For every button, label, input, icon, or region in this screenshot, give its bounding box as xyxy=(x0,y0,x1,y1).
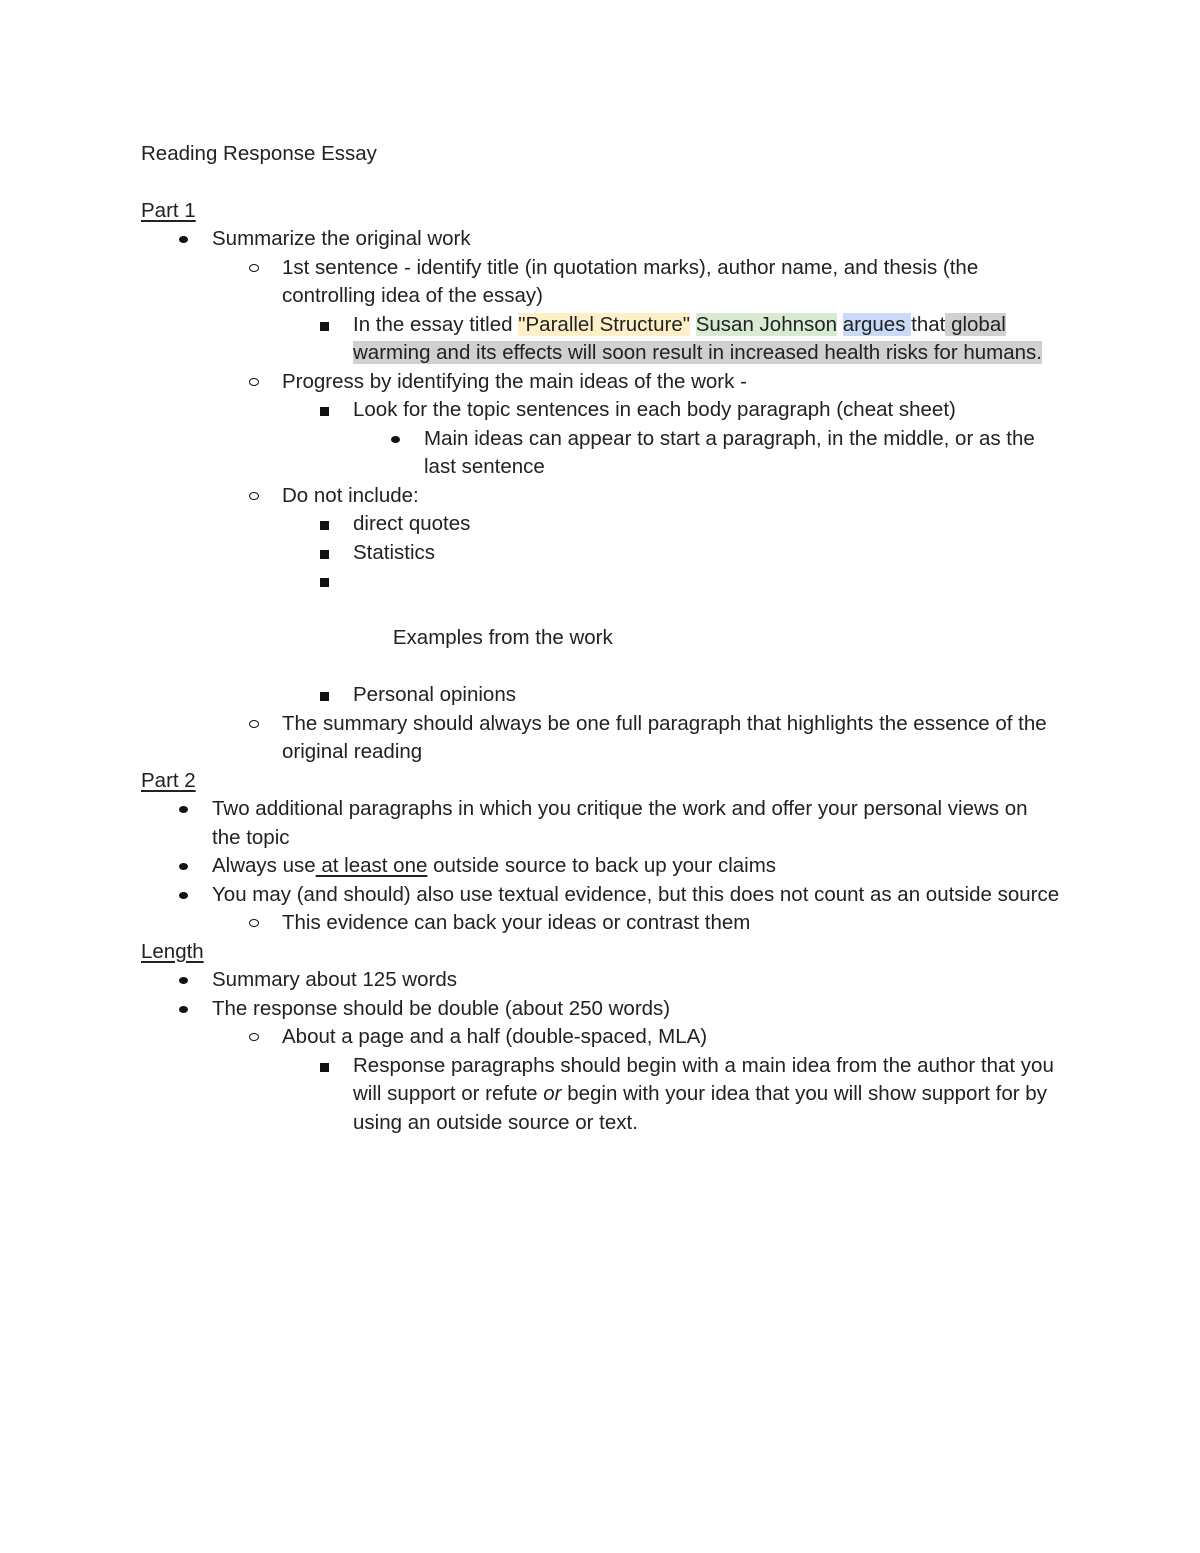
two-paragraphs-text: Two additional paragraphs in which you critique the work and offer your personal views on the topic xyxy=(212,797,1028,849)
always-use-pre: Always use xyxy=(212,854,316,877)
list-item xyxy=(141,710,1061,767)
length-heading: Length xyxy=(141,939,204,963)
list-item xyxy=(141,225,1061,254)
example-space xyxy=(690,313,696,336)
first-sentence-text: 1st sentence - identify title (in quotation marks), author name, and thesis (the controlling idea of the essay) xyxy=(282,255,979,307)
exclusion-text: Personal opinions xyxy=(353,683,516,706)
response-para-post: begin with your idea that you will show support for by using an outside source or text. xyxy=(353,1082,1047,1134)
list-item xyxy=(141,510,1061,539)
example-space xyxy=(837,313,843,336)
response-para-pre: Response paragraphs should begin with a main idea from the author that you will support or refute xyxy=(353,1053,1054,1105)
evidence-note-text: This evidence can back your ideas or contrast them xyxy=(282,911,751,934)
summary-rule-text: The summary should always be one full paragraph that highlights the essence of the original reading xyxy=(282,711,1047,763)
always-use-sentence xyxy=(212,854,776,877)
list-item xyxy=(141,795,1061,852)
always-use-post: outside source to back up your claims xyxy=(427,854,777,877)
exclusion-text: direct quotes xyxy=(353,512,471,535)
list-item xyxy=(141,425,1061,482)
example-thesis-highlight: global warming and its effects will soon result in increased health risks for humans. xyxy=(353,312,1042,364)
list-item xyxy=(141,254,1061,311)
list-item xyxy=(141,966,1061,995)
list-item xyxy=(141,482,1061,511)
summarize-text: Summarize the original work xyxy=(212,227,471,250)
list-item xyxy=(141,681,1061,710)
progress-text: Progress by identifying the main ideas of the work - xyxy=(282,369,747,393)
part-1-heading: Part 1 xyxy=(141,198,196,222)
part-1-list xyxy=(141,225,1061,767)
list-item xyxy=(141,1023,1061,1052)
exclusion-text: Statistics xyxy=(353,540,436,564)
always-use-underline: at least one xyxy=(315,854,428,877)
example-prefix: In the essay titled xyxy=(353,312,519,336)
textual-evidence-text: You may (and should) also use textual evidence, but this does not count as an outside source xyxy=(212,882,1060,906)
list-item xyxy=(141,995,1061,1024)
do-not-include-text: Do not include: xyxy=(282,483,419,507)
document-page xyxy=(141,140,1061,1137)
main-ideas-text: Main ideas can appear to start a paragraph, in the middle, or as the last sentence xyxy=(424,426,1035,478)
part-2-heading: Part 2 xyxy=(141,768,196,792)
list-item xyxy=(141,909,1061,938)
example-verb-highlight: argues xyxy=(842,312,912,336)
list-item xyxy=(141,852,1061,881)
example-title-highlight: "Parallel Structure" xyxy=(518,312,691,336)
response-paragraph-sentence xyxy=(353,1054,1054,1134)
example-that: that xyxy=(911,312,946,336)
list-item xyxy=(141,567,1061,681)
exclusion-text: Examples from the work xyxy=(387,626,613,649)
list-item xyxy=(141,311,1061,368)
document-title: Reading Response Essay xyxy=(141,142,377,165)
example-sentence xyxy=(353,313,1042,365)
response-para-or: or xyxy=(543,1082,562,1105)
list-item xyxy=(141,396,1061,425)
example-author-highlight: Susan Johnson xyxy=(695,312,838,336)
summary-words-text: Summary about 125 words xyxy=(212,968,457,991)
look-for-text: Look for the topic sentences in each body paragraph (cheat sheet) xyxy=(353,398,956,421)
response-words-text: The response should be double (about 250 words) xyxy=(212,996,671,1020)
list-item xyxy=(141,881,1061,910)
list-item xyxy=(141,1052,1061,1138)
list-item xyxy=(141,539,1061,568)
part-2-list xyxy=(141,795,1061,938)
length-list xyxy=(141,966,1061,1137)
list-item xyxy=(141,368,1061,397)
page-half-text: About a page and a half (double-spaced, MLA) xyxy=(282,1025,708,1048)
